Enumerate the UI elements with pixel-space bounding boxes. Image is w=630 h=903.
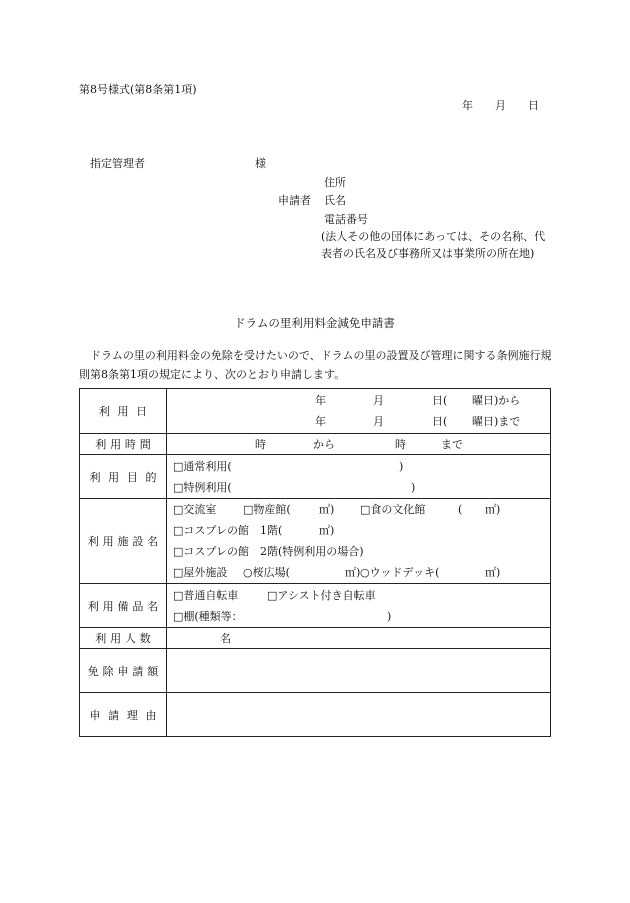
people-label-cell [80, 628, 167, 649]
row-reason [80, 693, 551, 737]
equipment-field [167, 584, 551, 628]
purpose-label: 利用目的 [89, 470, 165, 484]
equipment-label-cell [80, 584, 167, 628]
name-label: 氏名 [324, 194, 346, 207]
use-time-field[interactable]: 時 から 時 まで [167, 434, 551, 455]
facility-label: 利用施設名 [87, 535, 163, 548]
facility-row-3[interactable]: □コスプレの館 2階(特例利用の場合) [173, 545, 364, 558]
equipment-row-2[interactable]: □棚(種類等： ) [173, 609, 392, 623]
use-time-label: 利用時間 [95, 438, 155, 451]
addressee: 指定管理者 様 [90, 157, 266, 170]
exemption-field[interactable] [167, 649, 551, 693]
facility-field [167, 499, 551, 584]
facility-label-cell [80, 499, 167, 584]
intro-paragraph: ドラムの里の利用料金の免除を受けたいので、ドラムの里の設置及び管理に関する条例施行規則第8条第1項の規定により、次のとおり申請します。 [79, 349, 552, 381]
applicant-label: 申請者 [278, 194, 311, 207]
purpose-normal[interactable]: □通常利用( ) [173, 459, 404, 473]
use-date-to: 年 月 日( 曜日)まで [315, 414, 521, 428]
application-table [79, 388, 551, 737]
row-people [80, 628, 551, 649]
facility-row-2[interactable]: □コスプレの館 1階( ㎡) [173, 524, 335, 537]
form-number: 第8号様式(第8条第1項) [79, 83, 197, 96]
address-label: 住所 [324, 176, 346, 189]
reason-label: 申請理由 [89, 708, 165, 722]
equipment-row-1[interactable]: □普通自転車 □アシスト付き自転車 [173, 588, 376, 602]
people-label: 利用人数 [95, 632, 155, 645]
applicant-note: (法人その他の団体にあっては、その名称、代表者の氏名及び事務所又は事業所の所在地) [321, 230, 546, 260]
use-date-from: 年 月 日( 曜日)から [315, 393, 521, 407]
use-time-label-cell [80, 434, 167, 455]
row-facility [80, 499, 551, 584]
date-line: 年 月 日 [462, 99, 539, 112]
facility-row-4[interactable]: □屋外施設 ○桜広場( ㎡) ○ウッドデッキ( ㎡) [173, 566, 501, 579]
reason-label-cell [80, 693, 167, 737]
purpose-field [167, 455, 551, 499]
equipment-label: 利用備品名 [87, 599, 163, 613]
facility-row-1[interactable]: □交流室 □物産館( ㎡) □食の文化館 ( ㎡) [173, 503, 501, 516]
exemption-label: 免除申請額 [87, 664, 163, 678]
row-use-time [80, 434, 551, 455]
row-use-date [80, 389, 551, 434]
row-exemption [80, 649, 551, 693]
row-equipment [80, 584, 551, 628]
document-title: ドラムの里利用料金減免申請書 [234, 316, 395, 330]
phone-label: 電話番号 [324, 213, 368, 226]
people-field[interactable]: 名 [167, 628, 551, 649]
use-date-label: 利用日 [98, 405, 155, 418]
purpose-label-cell [80, 455, 167, 499]
use-date-field[interactable] [167, 389, 551, 434]
use-date-label-cell [80, 389, 167, 434]
purpose-special[interactable]: □特例利用( ) [173, 480, 416, 494]
exemption-label-cell [80, 649, 167, 693]
row-purpose [80, 455, 551, 499]
reason-field[interactable] [167, 693, 551, 737]
